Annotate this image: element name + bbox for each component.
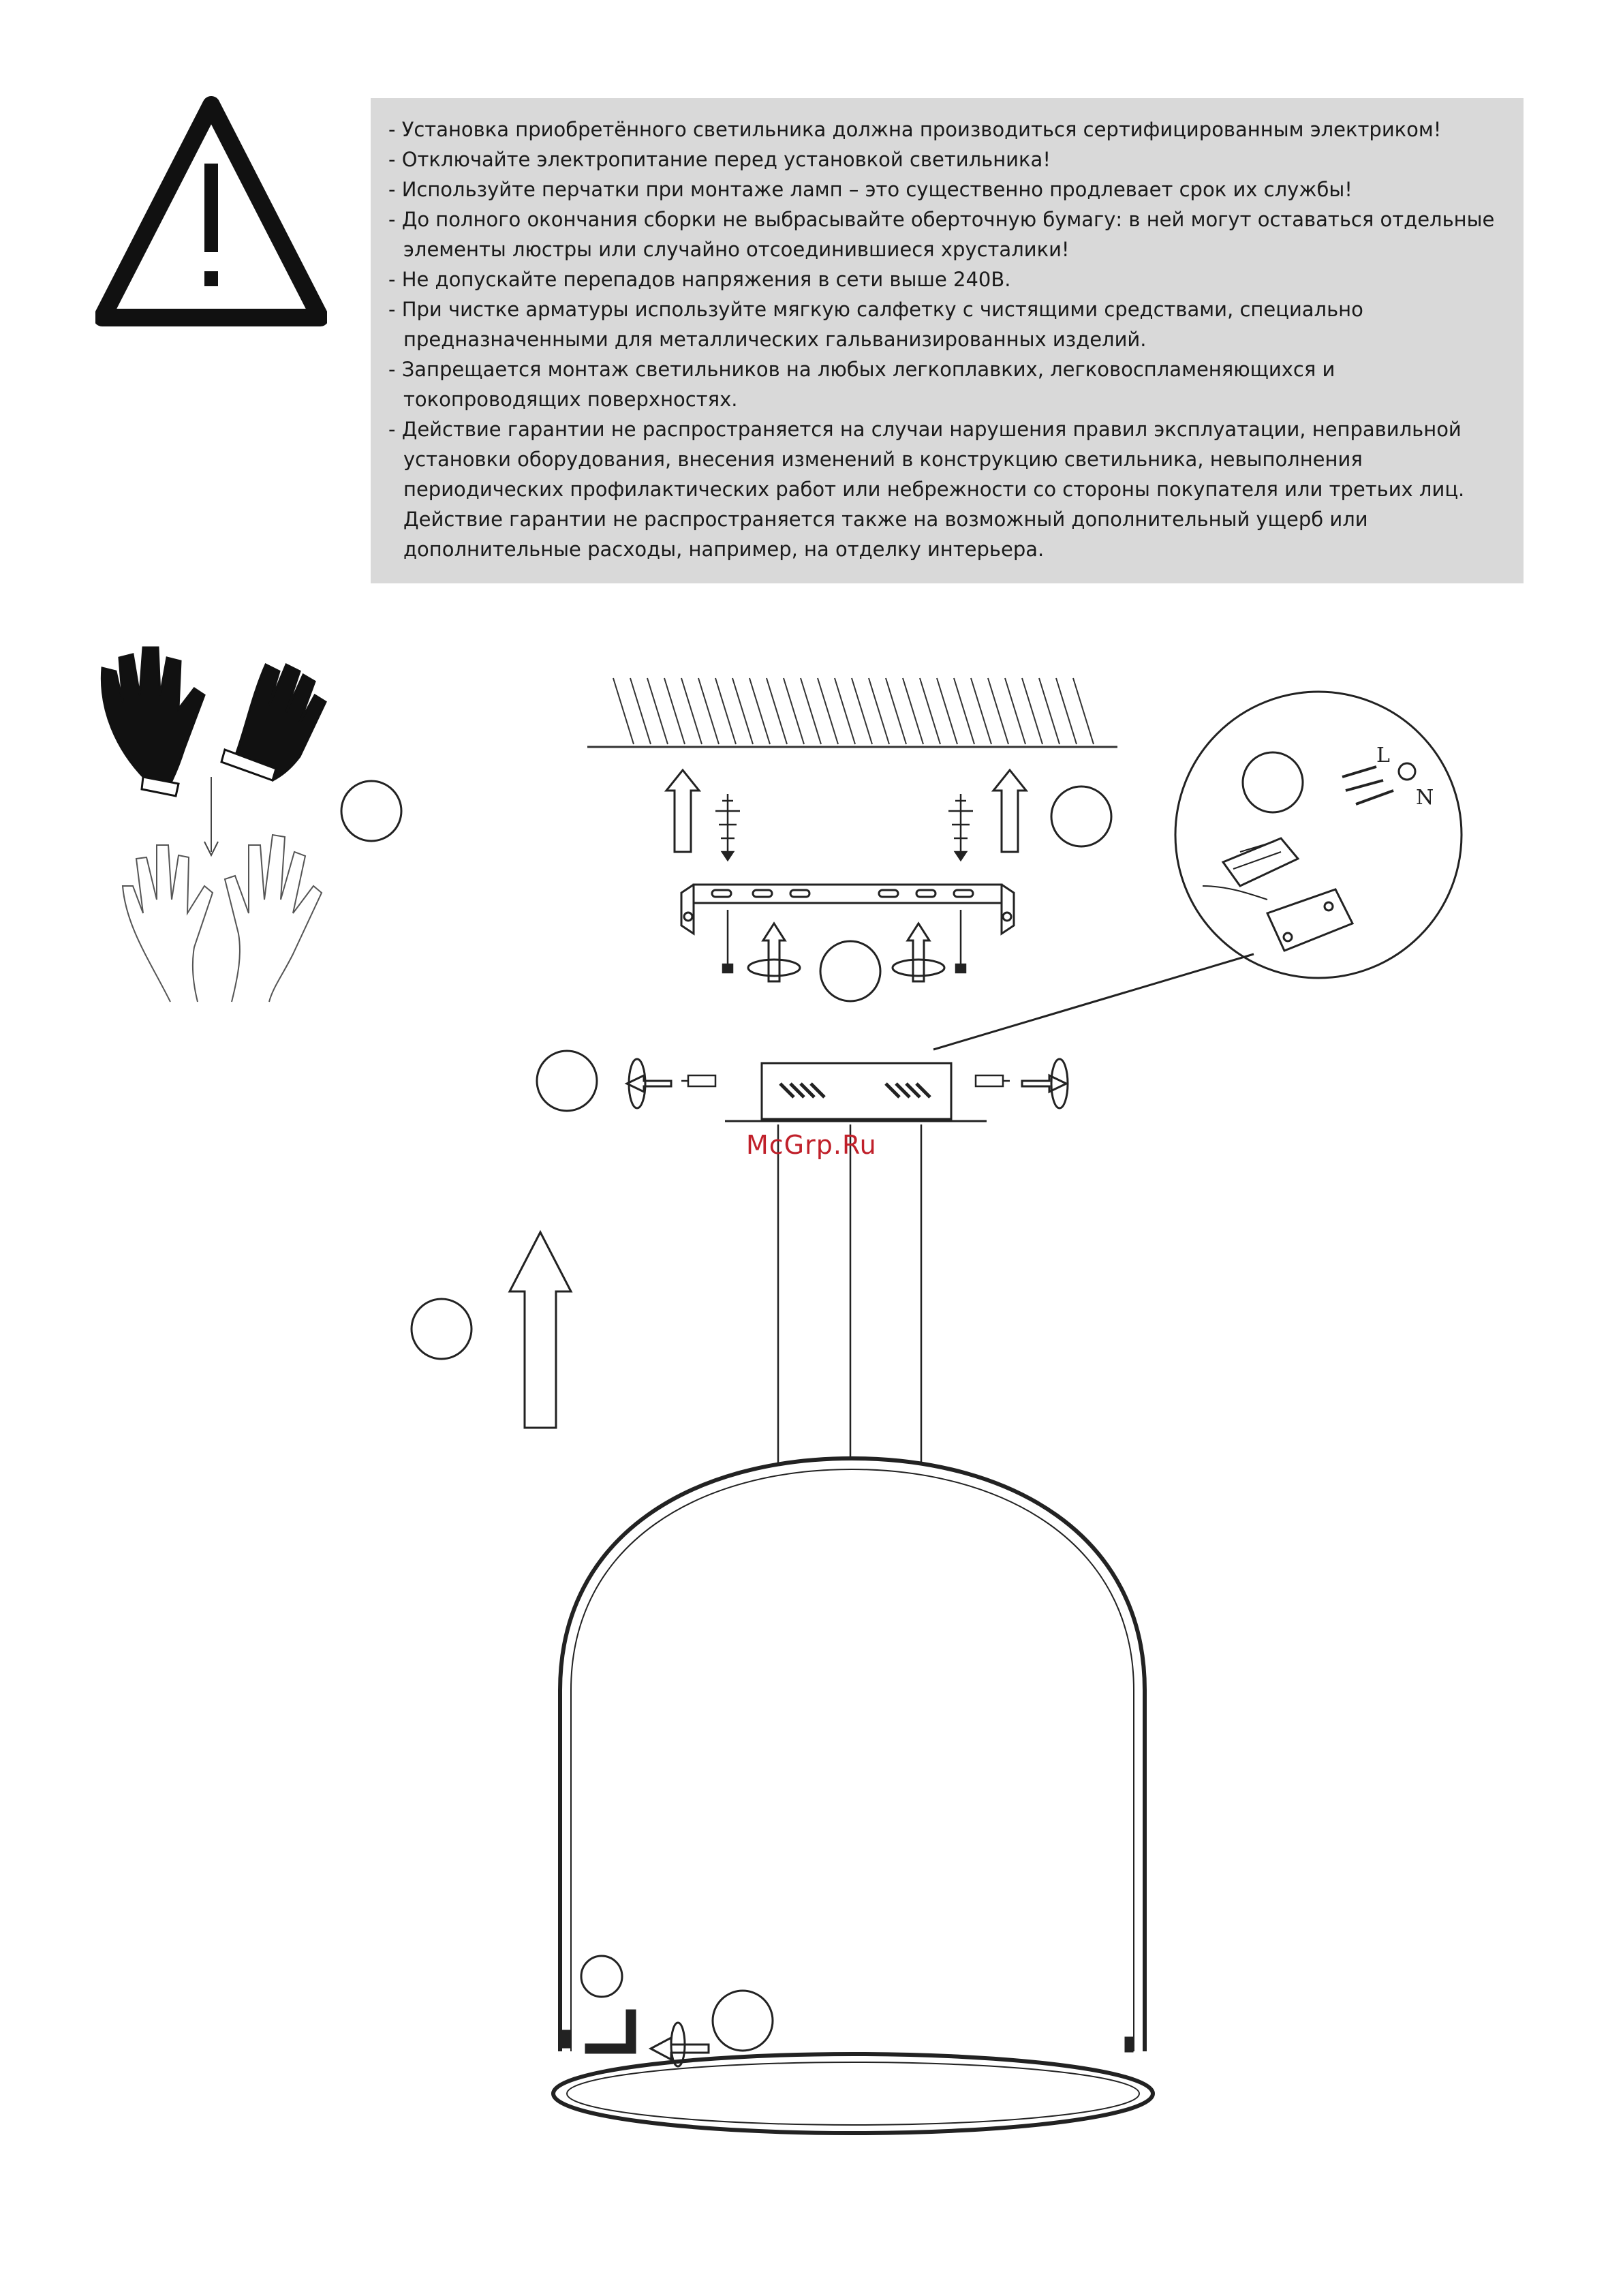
- step-marker: [581, 1956, 622, 1997]
- rotate-icon: [627, 1059, 1068, 1108]
- safety-notice-list: [388, 114, 1504, 564]
- canopy: [725, 1063, 987, 1121]
- notice-item: - При чистке арматуры используйте мягкую салфетку с чистящими средствами, специально предназначенными для металлических гальванизированных изделий.: [388, 294, 1504, 354]
- warning-triangle-icon: [95, 95, 327, 327]
- safety-notice: [371, 98, 1524, 583]
- step-marker: [412, 1299, 472, 1359]
- wall-plug-icon: [715, 794, 973, 860]
- neutral-label: N: [1416, 786, 1434, 810]
- up-arrow-icon: [510, 1232, 571, 1428]
- bare-hands-icon: [123, 835, 322, 1002]
- step-marker: [537, 1051, 597, 1111]
- rotate-icon: [748, 923, 944, 981]
- step-marker: [820, 941, 880, 1001]
- suspension-cables: [778, 1124, 921, 1465]
- ring-luminaire: [553, 1458, 1153, 2133]
- notice-item: - Действие гарантии не распространяется на случаи нарушения правил эксплуатации, неправильной установки оборудования, внесения изменений в конструкцию светильника, невыполнения периодических профилактических работ или небрежности со стороны покупателя или третьих лиц. Действие гарантии не распространяется также на возможный дополнительный ущерб или дополнительные расходы, например, на отделку интерьера.: [388, 414, 1504, 564]
- notice-item: - Установка приобретённого светильника должна производиться сертифицированным электриком!: [388, 114, 1504, 144]
- screw-icon: [681, 1075, 1010, 1086]
- allen-key-icon: [586, 2010, 709, 2066]
- gloves-icon: [102, 647, 326, 796]
- up-arrow-icon: [993, 770, 1026, 852]
- installation-diagram: [0, 600, 1623, 2290]
- notice-item: - До полного окончания сборки не выбрасывайте оберточную бумагу: в ней могут оставаться отдельные элементы люстры или случайно отсоединившиеся хрусталики!: [388, 204, 1504, 264]
- notice-item: - Используйте перчатки при монтаже ламп – это существенно продлевает срок их службы!: [388, 174, 1504, 204]
- step-marker: [1243, 752, 1303, 812]
- live-label: L: [1376, 744, 1390, 767]
- step-marker: [713, 1991, 773, 2051]
- mounting-bracket: [681, 885, 1014, 934]
- step-marker: [341, 781, 401, 841]
- up-arrow-icon: [666, 770, 699, 852]
- notice-item: - Отключайте электропитание перед установкой светильника!: [388, 144, 1504, 174]
- notice-item: - Не допускайте перепадов напряжения в сети выше 240В.: [388, 264, 1504, 294]
- ceiling: [587, 678, 1117, 747]
- watermark: McGrp.Ru: [746, 1130, 877, 1160]
- step-marker: [1051, 786, 1111, 846]
- notice-item: - Запрещается монтаж светильников на любых легкоплавких, легковоспламеняющихся и токопроводящих поверхностях.: [388, 354, 1504, 414]
